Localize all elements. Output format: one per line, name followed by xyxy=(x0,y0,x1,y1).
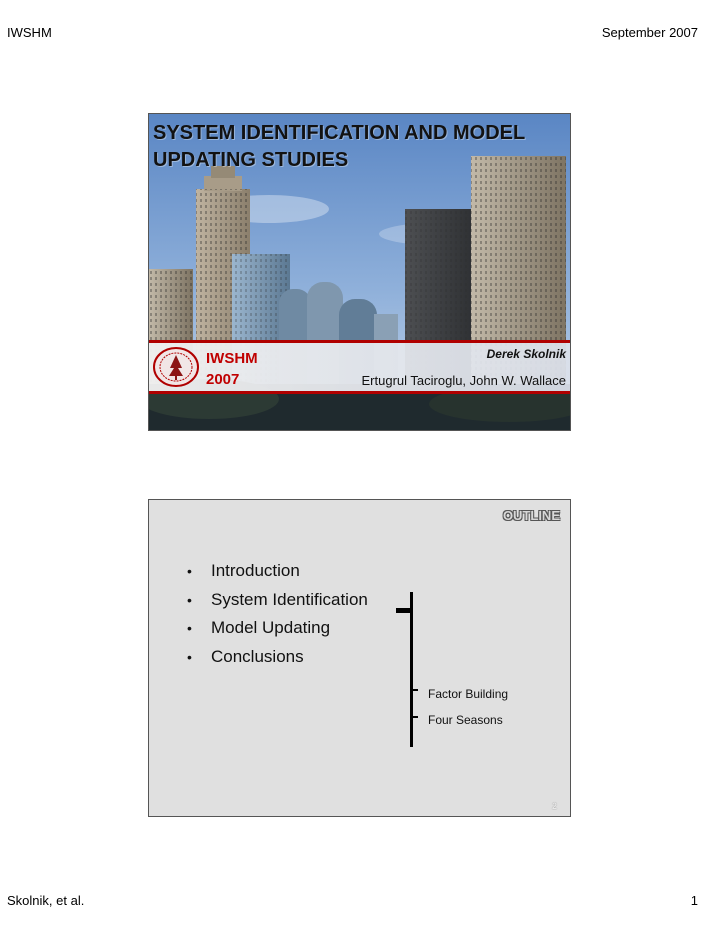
bullet-text: System Identification xyxy=(211,589,368,609)
university-seal-icon xyxy=(152,346,200,388)
sub-item-text: Factor Building xyxy=(428,687,509,701)
bullet-text: Introduction xyxy=(211,561,300,580)
title-slide xyxy=(148,113,571,431)
header-left-text: IWSHM xyxy=(7,25,52,40)
author-name: Derek Skolnik xyxy=(486,347,566,361)
bullet-icon: • xyxy=(187,591,192,608)
bullet-text: Model Updating xyxy=(211,618,331,637)
title-banner xyxy=(149,340,571,394)
conference-label: IWSHM xyxy=(206,350,258,367)
bullet-text: Conclusions xyxy=(211,646,304,666)
slide-title: SYSTEM IDENTIFICATION AND MODEL UPDATING STUDIES xyxy=(153,122,525,171)
sub-item-text: Four Seasons xyxy=(428,713,503,727)
outline-slide xyxy=(148,499,571,817)
conference-year: 2007 xyxy=(206,371,240,388)
bracket-connector xyxy=(149,500,572,818)
slide-page-number: 2 xyxy=(551,801,557,811)
footer-page-number: 1 xyxy=(690,893,698,908)
header-right-text: September 2007 xyxy=(601,25,698,40)
coauthor-names: Ertugrul Taciroglu, John W. Wallace xyxy=(361,373,566,388)
bullet-icon: • xyxy=(187,620,192,636)
footer-left-text: Skolnik, et al. xyxy=(7,893,85,908)
bullet-icon: • xyxy=(187,648,192,665)
bullet-icon: • xyxy=(187,563,192,579)
outline-title: OUTLINE xyxy=(502,508,560,523)
